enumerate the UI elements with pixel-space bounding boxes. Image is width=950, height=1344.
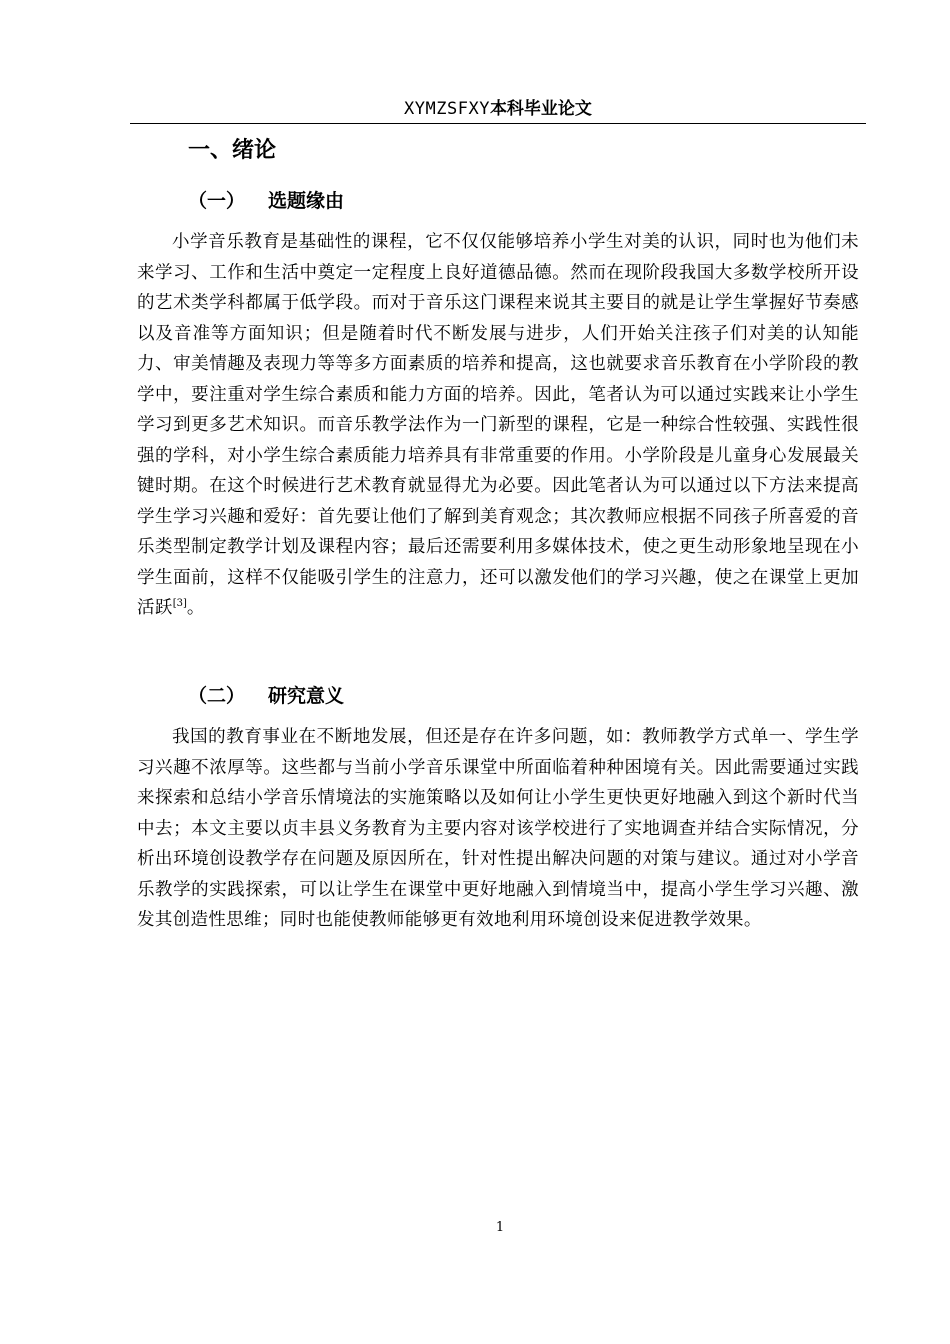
header-title: 本科毕业论文	[489, 99, 592, 119]
chapter-title: 一、绪论	[188, 138, 277, 163]
section-number: （一）	[188, 190, 246, 212]
paragraph-end-punctuation: 。	[186, 598, 205, 618]
section-title: 研究意义	[268, 685, 345, 707]
section-1-paragraph	[137, 227, 859, 624]
section-number: （二）	[188, 685, 246, 707]
citation-marker: [3]	[172, 598, 187, 609]
section-title: 选题缘由	[268, 190, 345, 212]
running-header	[130, 96, 866, 122]
header-school-code: XYMZSFXY	[404, 99, 490, 119]
paragraph-text: 小学音乐教育是基础性的课程，它不仅仅能够培养小学生对美的认识，同时也为他们未来学习、工作和生活中奠定一定程度上良好道德品德。然而在现阶段我国大多数学校所开设的艺术类学科都属于低学段。而对于音乐这门课程来说其主要目的就是让学生掌握好节奏感以及音准等方面知识；但是随着时代不断发展与进步，人们开始关注孩子们对美的认知能力、审美情趣及表现力等等多方面素质的培养和提高，这也就要求音乐教育在小学阶段的教学中，要注重对学生综合素质和能力方面的培养。因此，笔者认为可以通过实践来让小学生学习到更多艺术知识。而音乐教学法作为一门新型的课程，它是一种综合性较强、实践性很强的学科，对小学生综合素质能力培养具有非常重要的作用。小学阶段是儿童身心发展最关键时期。在这个时候进行艺术教育就显得尤为必要。因此笔者认为可以通过以下方法来提高学生学习兴趣和爱好：首先要让他们了解到美育观念；其次教师应根据不同孩子所喜爱的音乐类型制定教学计划及课程内容；最后还需要利用多媒体技术，使之更生动形象地呈现在小学生面前，这样不仅能吸引学生的注意力，还可以激发他们的学习兴趣，使之在课堂上更加活跃	[137, 232, 859, 618]
paragraph-text: 我国的教育事业在不断地发展，但还是存在许多问题，如：教师教学方式单一、学生学习兴趣不浓厚等。这些都与当前小学音乐课堂中所面临着种种困境有关。因此需要通过实践来探索和总结小学音乐情境法的实施策略以及如何让小学生更快更好地融入到这个新时代当中去；本文主要以贞丰县义务教育为主要内容对该学校进行了实地调查并结合实际情况，分析出环境创设教学存在问题及原因所在，针对性提出解决问题的对策与建议。通过对小学音乐教学的实践探索，可以让学生在课堂中更好地融入到情境当中，提高小学生学习兴趣、激发其创造性思维；同时也能使教师能够更有效地利用环境创设来促进教学效果。	[137, 727, 859, 930]
section-heading-2	[188, 681, 344, 711]
page-number: 1	[495, 1220, 505, 1235]
header-rule	[130, 123, 866, 124]
section-heading-1	[188, 186, 344, 216]
section-2-paragraph	[137, 722, 859, 936]
